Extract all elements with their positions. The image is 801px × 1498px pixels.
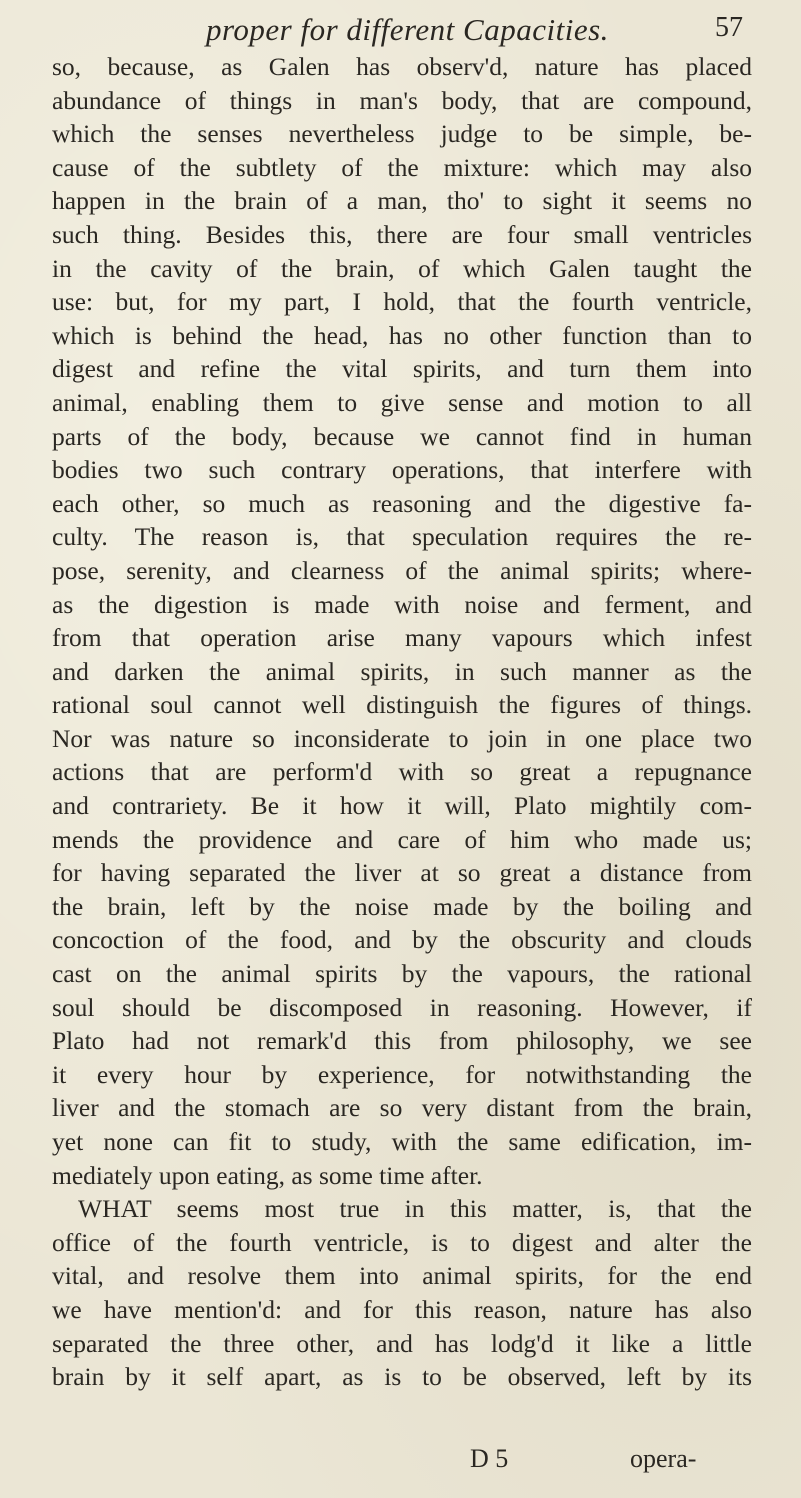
text-line: so, because, as Galen has observ'd, nature has placed [52,52,752,81]
text-line: pose, serenity, and clearness of the animal spirits; where- [52,555,752,585]
text-line: mediately upon eating, as some time after. [52,1160,483,1190]
text-line: Plato had not remark'd this from philosophy, we see [52,1026,752,1056]
text-line: and contrariety. Be it how it will, Plato mightily com- [52,791,752,821]
text-line: liver and the stomach are so very distant from the brain, [52,1093,752,1123]
catchline [0,1444,801,1478]
text-line: for having separated the liver at so great a distance from [52,858,752,888]
catchword: opera- [630,1444,697,1473]
text-line: concoction of the food, and by the obscurity and clouds [52,925,752,955]
text-line: use: but, for my part, I hold, that the fourth ventricle, [52,287,752,317]
text-line: office of the fourth ventricle, is to digest and alter the [52,1227,752,1257]
text-line: in the cavity of the brain, of which Galen taught the [52,253,752,283]
text-line: such thing. Besides this, there are four small ventricles [52,219,752,249]
text-line: animal, enabling them to give sense and motion to all [52,387,752,417]
text-line: culty. The reason is, that speculation requires the re- [52,522,752,552]
text-line: digest and refine the vital spirits, and turn them into [52,354,752,384]
body-text [52,50,752,1394]
text-line: actions that are perform'd with so great a repugnance [52,757,752,787]
text-line: separated the three other, and has lodg'd it like a little [52,1328,752,1358]
text-line: yet none can fit to study, with the same edification, im- [52,1127,752,1156]
text-line: vital, and resolve them into animal spirits, for the end [52,1261,752,1291]
text-line: happen in the brain of a man, tho' to sight it seems no [52,186,752,216]
text-line: mends the providence and care of him who made us; [52,824,752,854]
running-head [0,8,801,52]
text-line: we have mention'd: and for this reason, nature has also [52,1294,752,1324]
text-line: the brain, left by the noise made by the boiling and [52,891,752,921]
text-line: Nor was nature so inconsiderate to join in one place two [52,723,752,753]
text-line: brain by it self apart, as is to be observed, left by its [52,1362,752,1392]
text-line: and darken the animal spirits, in such manner as the [52,656,752,686]
text-line: which is behind the head, has no other function than to [52,320,752,350]
text-line: it every hour by experience, for notwithstanding the [52,1059,752,1089]
text-line: cause of the subtlety of the mixture: which may also [52,152,752,182]
text-line: each other, so much as reasoning and the digestive fa- [52,488,752,518]
page-number: 57 [715,12,743,43]
text-line: from that operation arise many vapours which infest [52,623,752,653]
text-line: rational soul cannot well distinguish the figures of things. [52,690,752,720]
text-line: abundance of things in man's body, that are compound, [52,85,752,115]
text-line: soul should be discomposed in reasoning. However, if [52,992,752,1022]
text-line: cast on the animal spirits by the vapours, the rational [52,959,752,989]
text-line: which the senses nevertheless judge to be simple, be- [52,119,752,149]
text-line: parts of the body, because we cannot find in human [52,421,752,451]
running-title: proper for different Capacities. [206,12,609,47]
signature-mark: D 5 [470,1444,509,1473]
text-line: as the digestion is made with noise and ferment, and [52,589,752,619]
text-line: bodies two such contrary operations, that interfere with [52,455,752,485]
paragraph-first-line: WHAT seems most true in this matter, is, that the [78,1194,752,1224]
